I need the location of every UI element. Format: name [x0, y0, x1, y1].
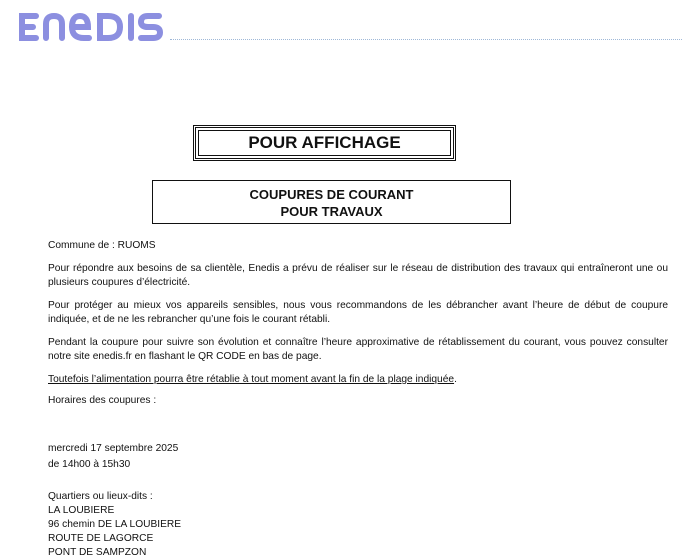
affichage-title: POUR AFFICHAGE [248, 133, 401, 152]
warning-period: . [454, 374, 457, 385]
place-item: LA LOUBIERE [48, 505, 115, 516]
warning-line [48, 373, 668, 387]
notice-title-line1: COUPURES DE COURANT [249, 187, 414, 202]
notice-title-line2: POUR TRAVAUX [280, 204, 383, 219]
notice-content [48, 239, 668, 560]
horaires-label: Horaires des coupures : [48, 395, 157, 406]
place-item: 96 chemin DE LA LOUBIERE [48, 519, 182, 530]
commune-line: Commune de : RUOMS [48, 240, 156, 251]
enedis-logo [14, 6, 166, 46]
place-item: ROUTE DE LAGORCE [48, 533, 154, 544]
paragraph-tracking: Pendant la coupure pour suivre son évolution et connaître l’heure approximative de rétablissement du courant, vous pouvez consulter notre site enedis.fr en flashant le QR CODE en bas de page. [48, 337, 668, 362]
affichage-box [193, 125, 456, 161]
quartiers-label: Quartiers ou lieux-dits : [48, 491, 153, 502]
enedis-logo-mark [14, 6, 166, 46]
warning-text: Toutefois l’alimentation pourra être rétablie à tout moment avant la fin de la plage indiquée [48, 374, 455, 385]
outage-time: de 14h00 à 15h30 [48, 459, 131, 470]
place-item: PONT DE SAMPZON [48, 547, 147, 558]
paragraph-advice: Pour protéger au mieux vos appareils sensibles, nous vous recommandons de les débrancher avant l’heure de début de coupure indiquée, et de ne les rebrancher qu’une fois le courant rétabli. [48, 300, 668, 325]
paragraph-intro: Pour répondre aux besoins de sa clientèle, Enedis a prévu de réaliser sur le réseau de distribution des travaux qui entraîneront une ou plusieurs coupures d’électricité. [48, 263, 668, 288]
header-divider [170, 39, 682, 40]
outage-date: mercredi 17 septembre 2025 [48, 443, 179, 454]
affichage-box-inner-border [198, 130, 451, 156]
notice-title-box [152, 180, 511, 224]
